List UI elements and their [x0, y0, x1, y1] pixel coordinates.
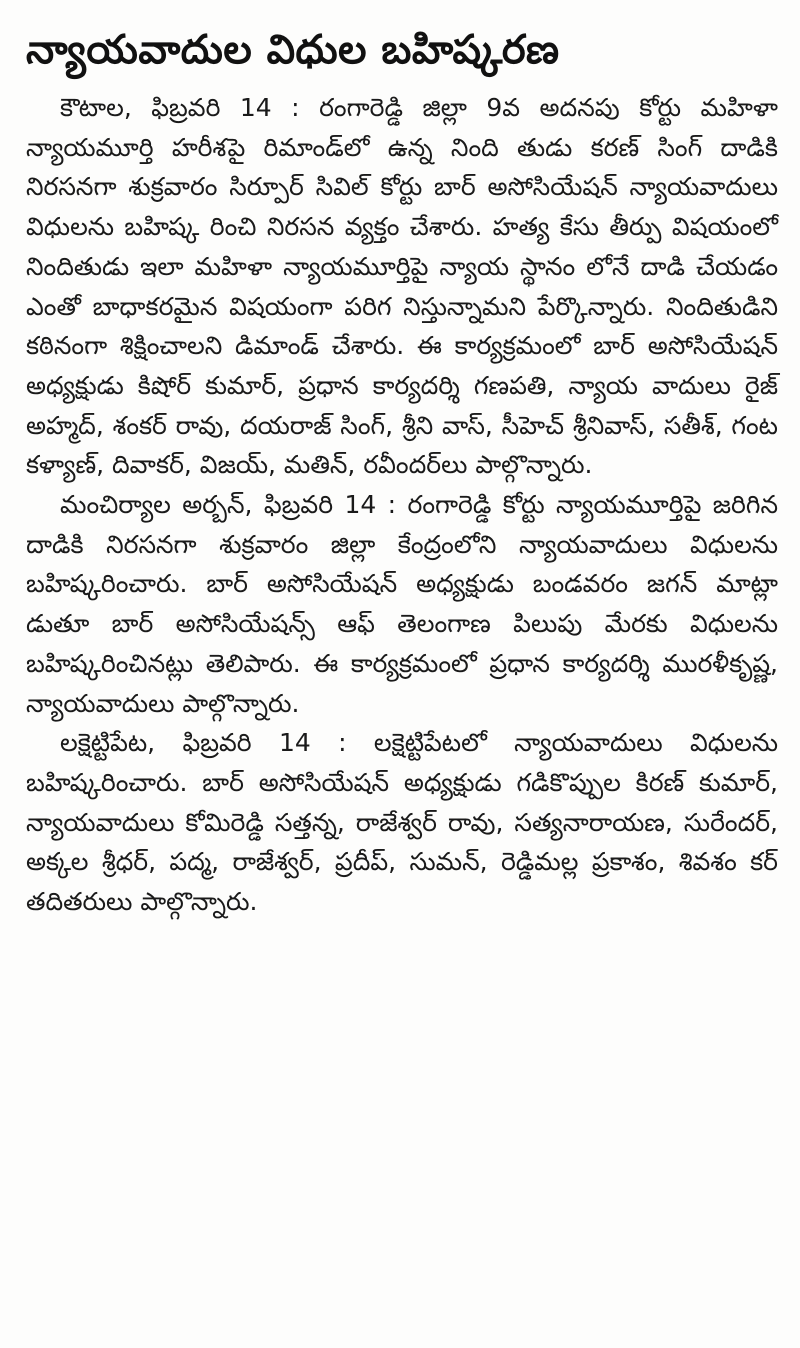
article-body [26, 88, 778, 922]
paragraph-koutala: కౌటాల, ఫిబ్రవరి 14 : రంగారెడ్డి జిల్లా 9వ అదనపు కోర్టు మహిళా న్యాయమూర్తి హరీశపై రిమాండ్‌లో ఉన్న నింది తుడు కరణ్ సింగ్ దాడికి నిరసనగా శుక్రవారం సిర్పూర్ సివిల్ కోర్టు బార్ అసోసియేషన్ న్యాయవాదులు విధులను బహిష్క రించి నిరసన వ్యక్తం చేశారు. హత్య కేసు తీర్పు విషయంలో నిందితుడు ఇలా మహిళా న్యాయమూర్తిపై న్యాయ స్థానం లోనే దాడి చేయడం ఎంతో బాధాకరమైన విషయంగా పరిగ నిస్తున్నామని పేర్కొన్నారు. నిందితుడిని కఠినంగా శిక్షించాలని డిమాండ్ చేశారు. ఈ కార్యక్రమంలో బార్ అసోసియేషన్ అధ్యక్షుడు కిషోర్ కుమార్, ప్రధాన కార్యదర్శి గణపతి, న్యాయ వాదులు రైజ్ అహ్మద్, శంకర్ రావు, దయరాజ్ సింగ్, శ్రీని వాస్, సీహెచ్ శ్రీనివాస్, సతీశ్, గంట కళ్యాణ్, దివాకర్, విజయ్, మతిన్, రవీందర్‌లు పాల్గొన్నారు. [26, 93, 778, 480]
paragraph-luxettipet: లక్షెట్టిపేట, ఫిబ్రవరి 14 : లక్షెట్టిపేటలో న్యాయవాదులు విధులను బహిష్కరించారు. బార్ అసోసియేషన్ అధ్యక్షుడు గడికొప్పుల కిరణ్ కుమార్, న్యాయవాదులు కోమిరెడ్డి సత్తన్న, రాజేశ్వర్ రావు, సత్యనారాయణ, సురేందర్, అక్కల శ్రీధర్, పద్మ, రాజేశ్వర్, ప్రదీప్, సుమన్, రెడ్డిమల్ల ప్రకాశం, శివశం కర్ తదితరులు పాల్గొన్నారు. [26, 728, 778, 917]
paragraph-mancherial: మంచిర్యాల అర్బన్, ఫిబ్రవరి 14 : రంగారెడ్డి కోర్టు న్యాయమూర్తిపై జరిగిన దాడికి నిరసనగా శుక్రవారం జిల్లా కేంద్రంలోని న్యాయవాదులు విధులను బహిష్కరించారు. బార్ అసోసియేషన్ అధ్యక్షుడు బండవరం జగన్ మాట్లా డుతూ బార్ అసోసియేషన్స్ ఆఫ్ తెలంగాణ పిలుపు మేరకు విధులను బహిష్కరించినట్లు తెలిపారు. ఈ కార్యక్రమంలో ప్రధాన కార్యదర్శి మురళీకృష్ణ, న్యాయవాదులు పాల్గొన్నారు. [26, 490, 778, 718]
headline: న్యాయవాదుల విధుల బహిష్కరణ [26, 27, 560, 73]
